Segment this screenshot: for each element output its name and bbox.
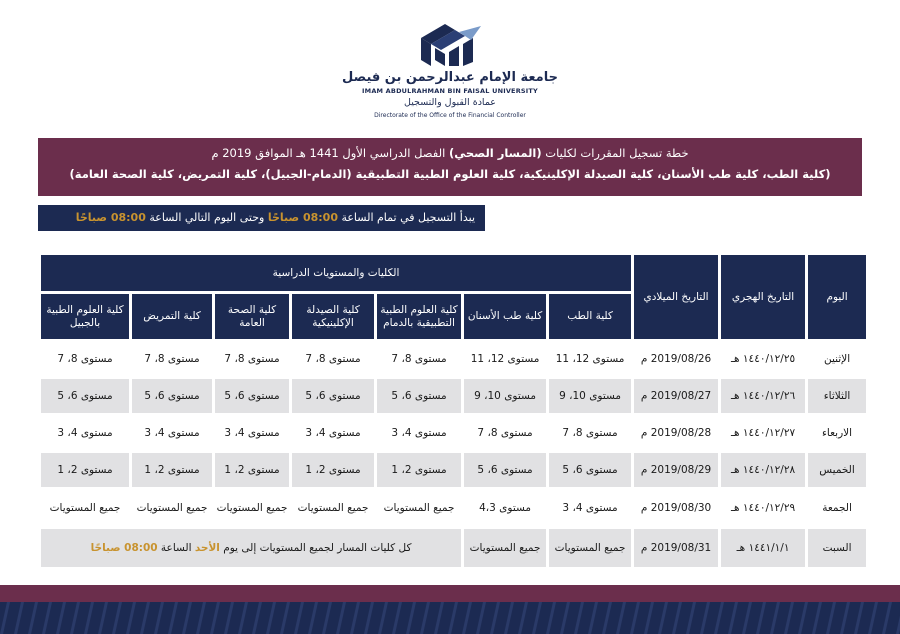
banner-title-line <box>38 146 862 160</box>
cell-level: جميع المستويات <box>215 490 289 526</box>
cell-gregorian: 2019/08/27 م <box>634 379 718 413</box>
cell-day: السبت <box>808 529 866 567</box>
cell-level: مستوى 6، 5 <box>292 379 374 413</box>
header-college-medicine: كلية الطب <box>549 294 631 339</box>
cell-level: مستوى 6، 5 <box>132 379 212 413</box>
cell-day: الثلاثاء <box>808 379 866 413</box>
header-college-clinical-pharmacy: كلية الصيدلة الإكلينيكية <box>292 294 374 339</box>
cell-day: الإثنين <box>808 342 866 376</box>
cell-level: مستوى 4، 3 <box>549 490 631 526</box>
cell-level: مستوى 12، 11 <box>549 342 631 376</box>
cell-hijri: ١٤٤١/١/١ هـ <box>721 529 805 567</box>
header-gregorian-date: التاريخ الميلادي <box>634 255 718 339</box>
cell-level: مستوى 8، 7 <box>132 342 212 376</box>
table-row <box>41 342 866 376</box>
cell-gregorian: 2019/08/29 م <box>634 453 718 487</box>
cell-level: مستوى 2، 1 <box>132 453 212 487</box>
table-row <box>41 529 866 567</box>
cell-gregorian: 2019/08/31 م <box>634 529 718 567</box>
cell-level: مستوى 12، 11 <box>464 342 546 376</box>
cell-level: مستوى 2، 1 <box>292 453 374 487</box>
cell-level: مستوى 10، 9 <box>549 379 631 413</box>
title-banner <box>38 138 862 196</box>
cell-gregorian: 2019/08/26 م <box>634 342 718 376</box>
registration-time-box <box>38 205 485 231</box>
banner-title-semester: الفصل الدراسي الأول 1441 هـ الموافق 2019 م <box>211 146 446 160</box>
saturday-note-day: الأحد <box>194 541 220 554</box>
table-row <box>41 379 866 413</box>
footer-pattern-icon <box>0 602 900 634</box>
header-college-applied-medical-dammam: كلية العلوم الطبية التطبيقية بالدمام <box>377 294 461 339</box>
header-college-nursing: كلية التمريض <box>132 294 212 339</box>
cell-hijri: ١٤٤٠/١٢/٢٨ هـ <box>721 453 805 487</box>
cell-hijri: ١٤٤٠/١٢/٢٥ هـ <box>721 342 805 376</box>
registration-start-time: 08:00 صباحًا <box>267 211 338 224</box>
saturday-note-time: 08:00 صباحًا <box>90 541 158 554</box>
cell-level: مستوى 8، 7 <box>377 342 461 376</box>
cell-level: مستوى 8، 7 <box>41 342 129 376</box>
directorate-name-english: Directorate of the Office of the Financial Controller <box>374 112 526 119</box>
registration-mid: وحتى اليوم التالي الساعة <box>149 211 265 224</box>
cell-gregorian: 2019/08/28 م <box>634 416 718 450</box>
university-name-arabic: جامعة الإمام عبدالرحمن بن فيصل <box>342 70 558 85</box>
cell-level: مستوى 6، 5 <box>41 379 129 413</box>
cell-level: جميع المستويات <box>292 490 374 526</box>
header-day: اليوم <box>808 255 866 339</box>
registration-end-time: 08:00 صباحًا <box>75 211 146 224</box>
cell-level: مستوى 2، 1 <box>41 453 129 487</box>
footer-purple-stripe <box>0 585 900 602</box>
header-college-dentistry: كلية طب الأسنان <box>464 294 546 339</box>
cell-level: جميع المستويات <box>464 529 546 567</box>
cell-level: مستوى 6، 5 <box>377 379 461 413</box>
cell-day: الاربعاء <box>808 416 866 450</box>
table-row <box>41 416 866 450</box>
cell-level: مستوى 6، 5 <box>215 379 289 413</box>
header-college-public-health: كلية الصحة العامة <box>215 294 289 339</box>
cell-hijri: ١٤٤٠/١٢/٢٧ هـ <box>721 416 805 450</box>
cell-level: مستوى 8، 7 <box>549 416 631 450</box>
cell-level: جميع المستويات <box>549 529 631 567</box>
cell-gregorian: 2019/08/30 م <box>634 490 718 526</box>
cell-level: مستوى 4،3 <box>464 490 546 526</box>
banner-title-track: (المسار الصحي) <box>448 146 542 160</box>
cell-day: الخميس <box>808 453 866 487</box>
cell-level: مستوى 4، 3 <box>41 416 129 450</box>
university-name-english: IMAM ABDULRAHMAN BIN FAISAL UNIVERSITY <box>362 87 538 95</box>
cell-level: جميع المستويات <box>132 490 212 526</box>
cell-level: مستوى 2، 1 <box>377 453 461 487</box>
banner-title-pre: خطة تسجيل المقررات لكليات <box>545 146 689 160</box>
deanship-name-arabic: عمادة القبول والتسجيل <box>404 97 496 108</box>
header-college-medical-jubail: كلية العلوم الطبية بالجبيل <box>41 294 129 339</box>
cell-level: جميع المستويات <box>41 490 129 526</box>
cell-level: مستوى 4، 3 <box>132 416 212 450</box>
cell-hijri: ١٤٤٠/١٢/٢٦ هـ <box>721 379 805 413</box>
cell-level: مستوى 4، 3 <box>377 416 461 450</box>
registration-pre: يبدأ التسجيل في تمام الساعة <box>341 211 475 224</box>
header-hijri-date: التاريخ الهجري <box>721 255 805 339</box>
cell-level: مستوى 8، 7 <box>215 342 289 376</box>
footer-navy-stripe <box>0 602 900 634</box>
cell-level: مستوى 6، 5 <box>549 453 631 487</box>
cell-level: جميع المستويات <box>377 490 461 526</box>
schedule-table <box>38 252 869 570</box>
cell-level: مستوى 8، 7 <box>292 342 374 376</box>
cell-level: مستوى 4، 3 <box>292 416 374 450</box>
table-row <box>41 453 866 487</box>
saturday-note-mid: الساعة <box>160 541 192 554</box>
cell-level: مستوى 4، 3 <box>215 416 289 450</box>
banner-colleges-line: (كلية الطب، كلية طب الأسنان، كلية الصيدلة الإكلينيكية، كلية العلوم الطبية التطبيقية (الدمام-الجبيل)، كلية التمريض، كلية الصحة العامة) <box>69 167 831 181</box>
header-colleges-group: الكليات والمستويات الدراسية <box>41 255 631 291</box>
cell-level: مستوى 2، 1 <box>215 453 289 487</box>
cell-level: مستوى 8، 7 <box>464 416 546 450</box>
cell-hijri: ١٤٤٠/١٢/٢٩ هـ <box>721 490 805 526</box>
cell-level: مستوى 10، 9 <box>464 379 546 413</box>
saturday-note <box>41 529 461 567</box>
table-row <box>41 490 866 526</box>
cell-level: مستوى 6، 5 <box>464 453 546 487</box>
cell-day: الجمعة <box>808 490 866 526</box>
university-logo-icon <box>415 22 485 70</box>
header-row-top <box>41 255 866 291</box>
saturday-note-pre: كل كليات المسار لجميع المستويات إلى يوم <box>223 541 412 554</box>
